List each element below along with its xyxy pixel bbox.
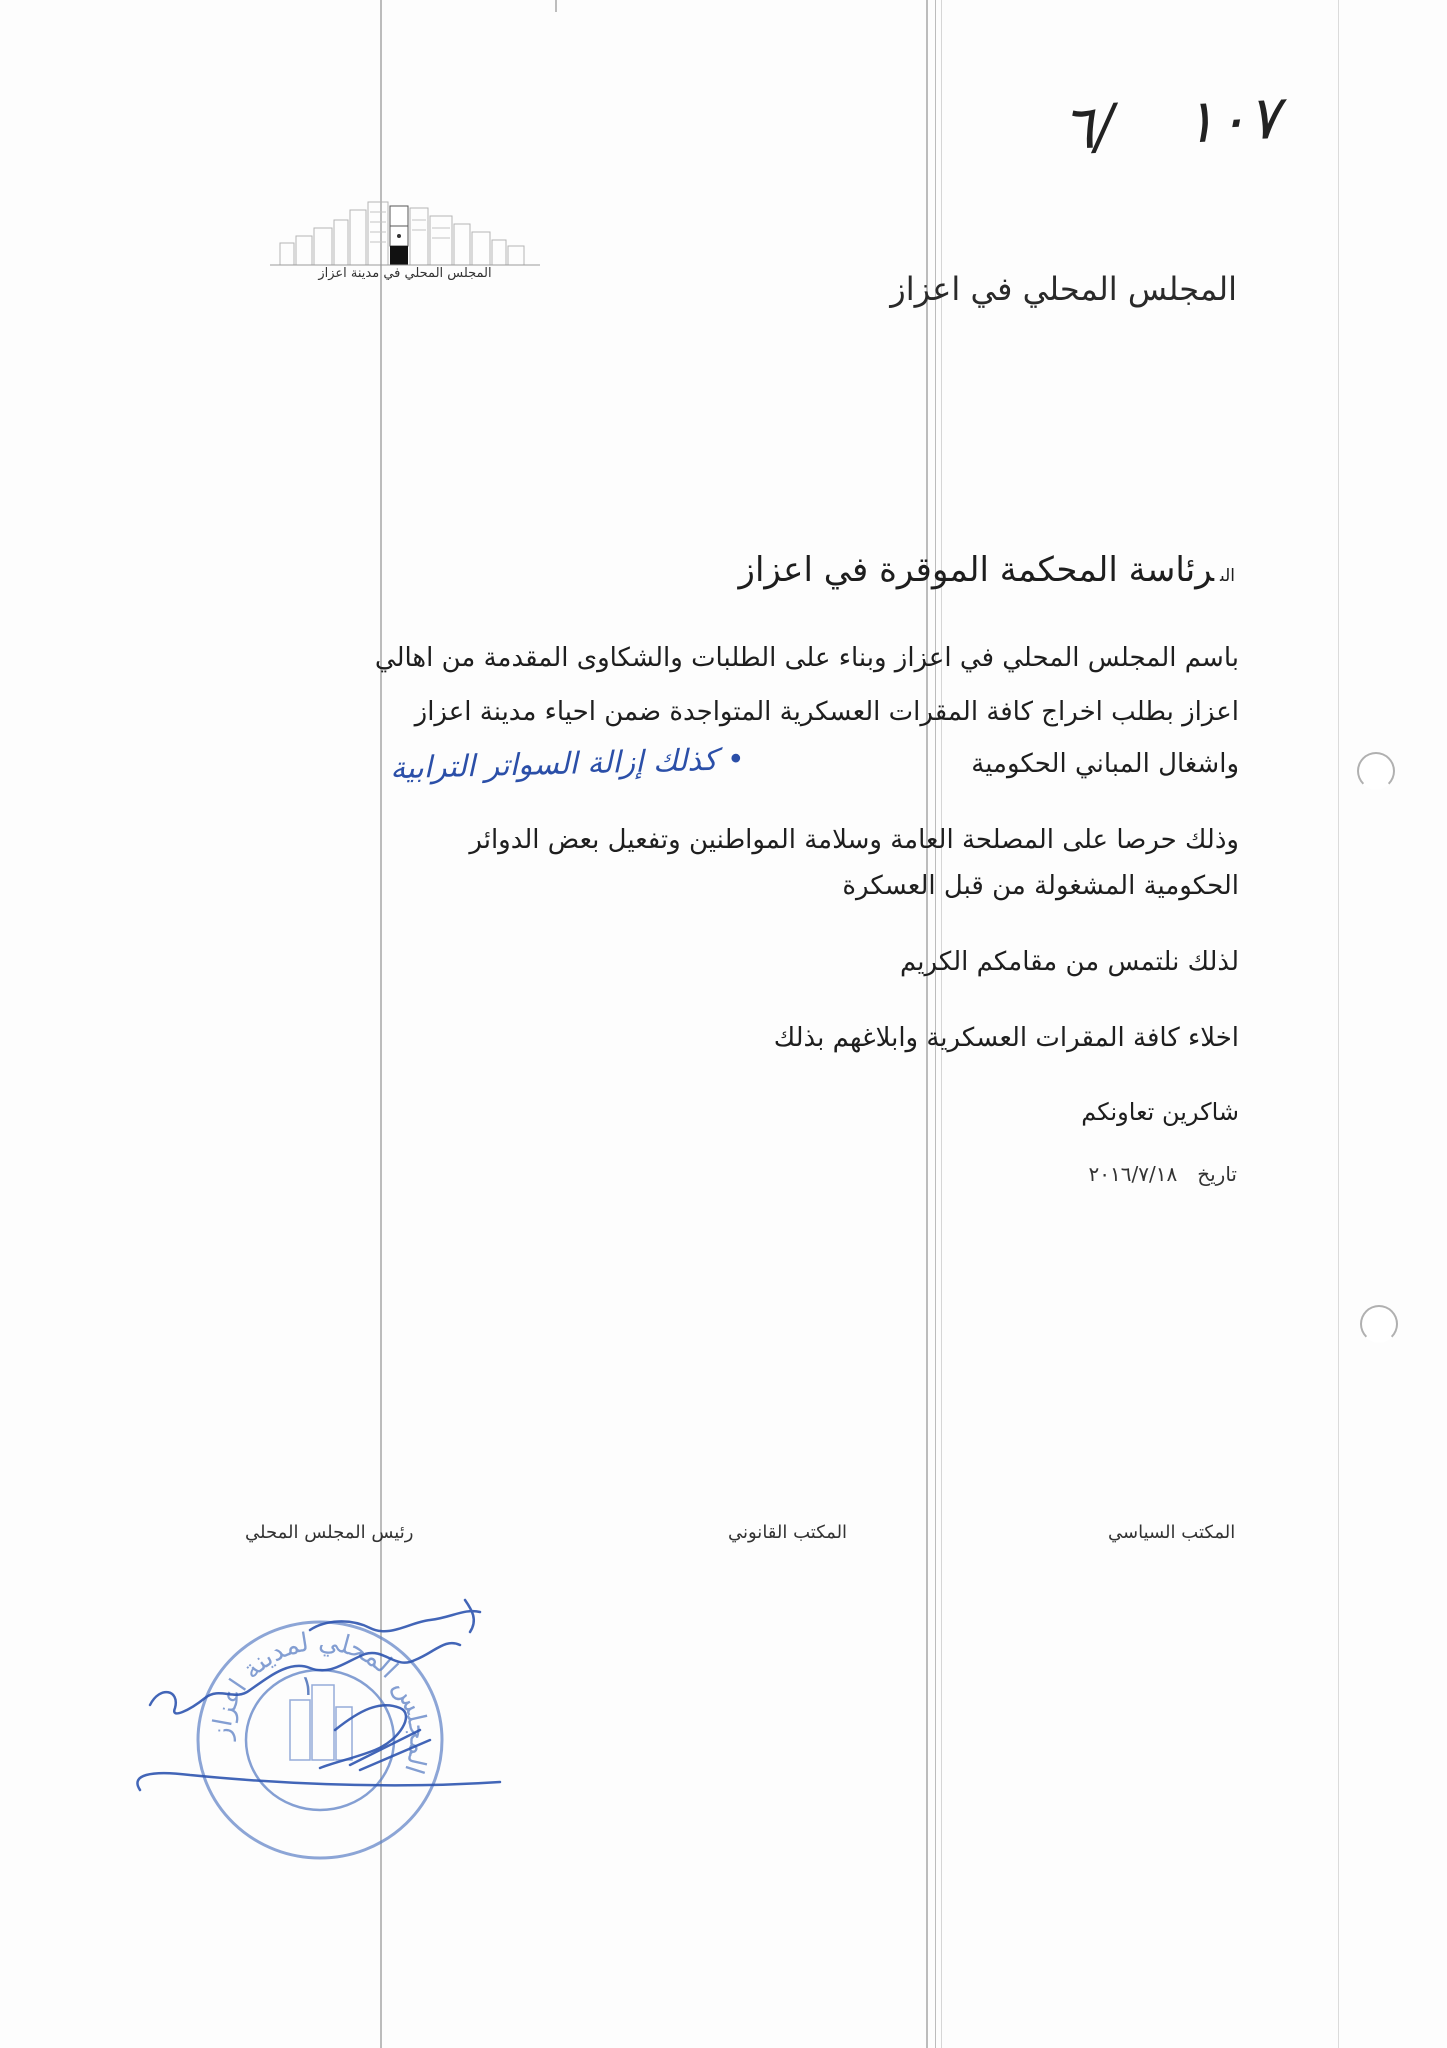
body-line: اعزاز بطلب اخراج كافة المقرات العسكرية المتواجدة ضمن احياء مدينة اعزاز: [414, 697, 1239, 727]
recipient-prefix: الى: [1219, 566, 1235, 586]
recipient-name: رئاسة المحكمة الموقرة في اعزاز: [738, 550, 1214, 590]
signature-icon: [120, 1590, 520, 1820]
handwritten-note: • كذلك إزالة السواتر الترابية: [389, 741, 746, 787]
reference-number-right: ١٠٧: [1181, 82, 1282, 158]
recipient-line: [739, 550, 1235, 590]
council-head-label: رئيس المجلس المحلي: [245, 1522, 414, 1543]
body-line: الحكومية المشغولة من قبل العسكرة: [842, 871, 1239, 901]
date-value: ٢٠١٦/٧/١٨: [1088, 1162, 1178, 1186]
reference-number-left: ٦/: [1060, 91, 1117, 165]
skyline-logo-icon: [270, 198, 540, 268]
political-office-label: المكتب السياسي: [1108, 1522, 1236, 1543]
body-line: اخلاء كافة المقرات العسكرية وابلاغهم بذلك: [773, 1023, 1239, 1053]
date-label: تاريخ: [1197, 1162, 1237, 1186]
punch-hole: [1357, 752, 1395, 790]
stamp-text: المجلس المحلي لمدينة اعزاز: [206, 1626, 434, 1778]
council-logo: [270, 198, 550, 288]
scan-line: [1338, 0, 1339, 2048]
legal-office-label: المكتب القانوني: [728, 1522, 848, 1543]
body-line: لذلك نلتمس من مقامكم الكريم: [899, 947, 1239, 977]
body-line: وذلك حرصا على المصلحة العامة وسلامة المواطنين وتفعيل بعض الدوائر: [469, 825, 1239, 855]
body-line: باسم المجلس المحلي في اعزاز وبناء على الطلبات والشكاوى المقدمة من اهالي: [374, 643, 1239, 673]
punch-hole: [1360, 1305, 1398, 1343]
scan-mark: [555, 0, 557, 12]
date-row: [1089, 1162, 1237, 1186]
closing-line: شاكرين تعاونكم: [1081, 1098, 1239, 1126]
page-title: المجلس المحلي في اعزاز: [890, 270, 1237, 308]
body-line: واشغال المباني الحكومية: [971, 749, 1239, 779]
logo-caption: المجلس المحلي في مدينة اعزاز: [318, 266, 492, 281]
reference-number: [1038, 81, 1321, 166]
stamp-number: ١: [300, 1669, 316, 1702]
